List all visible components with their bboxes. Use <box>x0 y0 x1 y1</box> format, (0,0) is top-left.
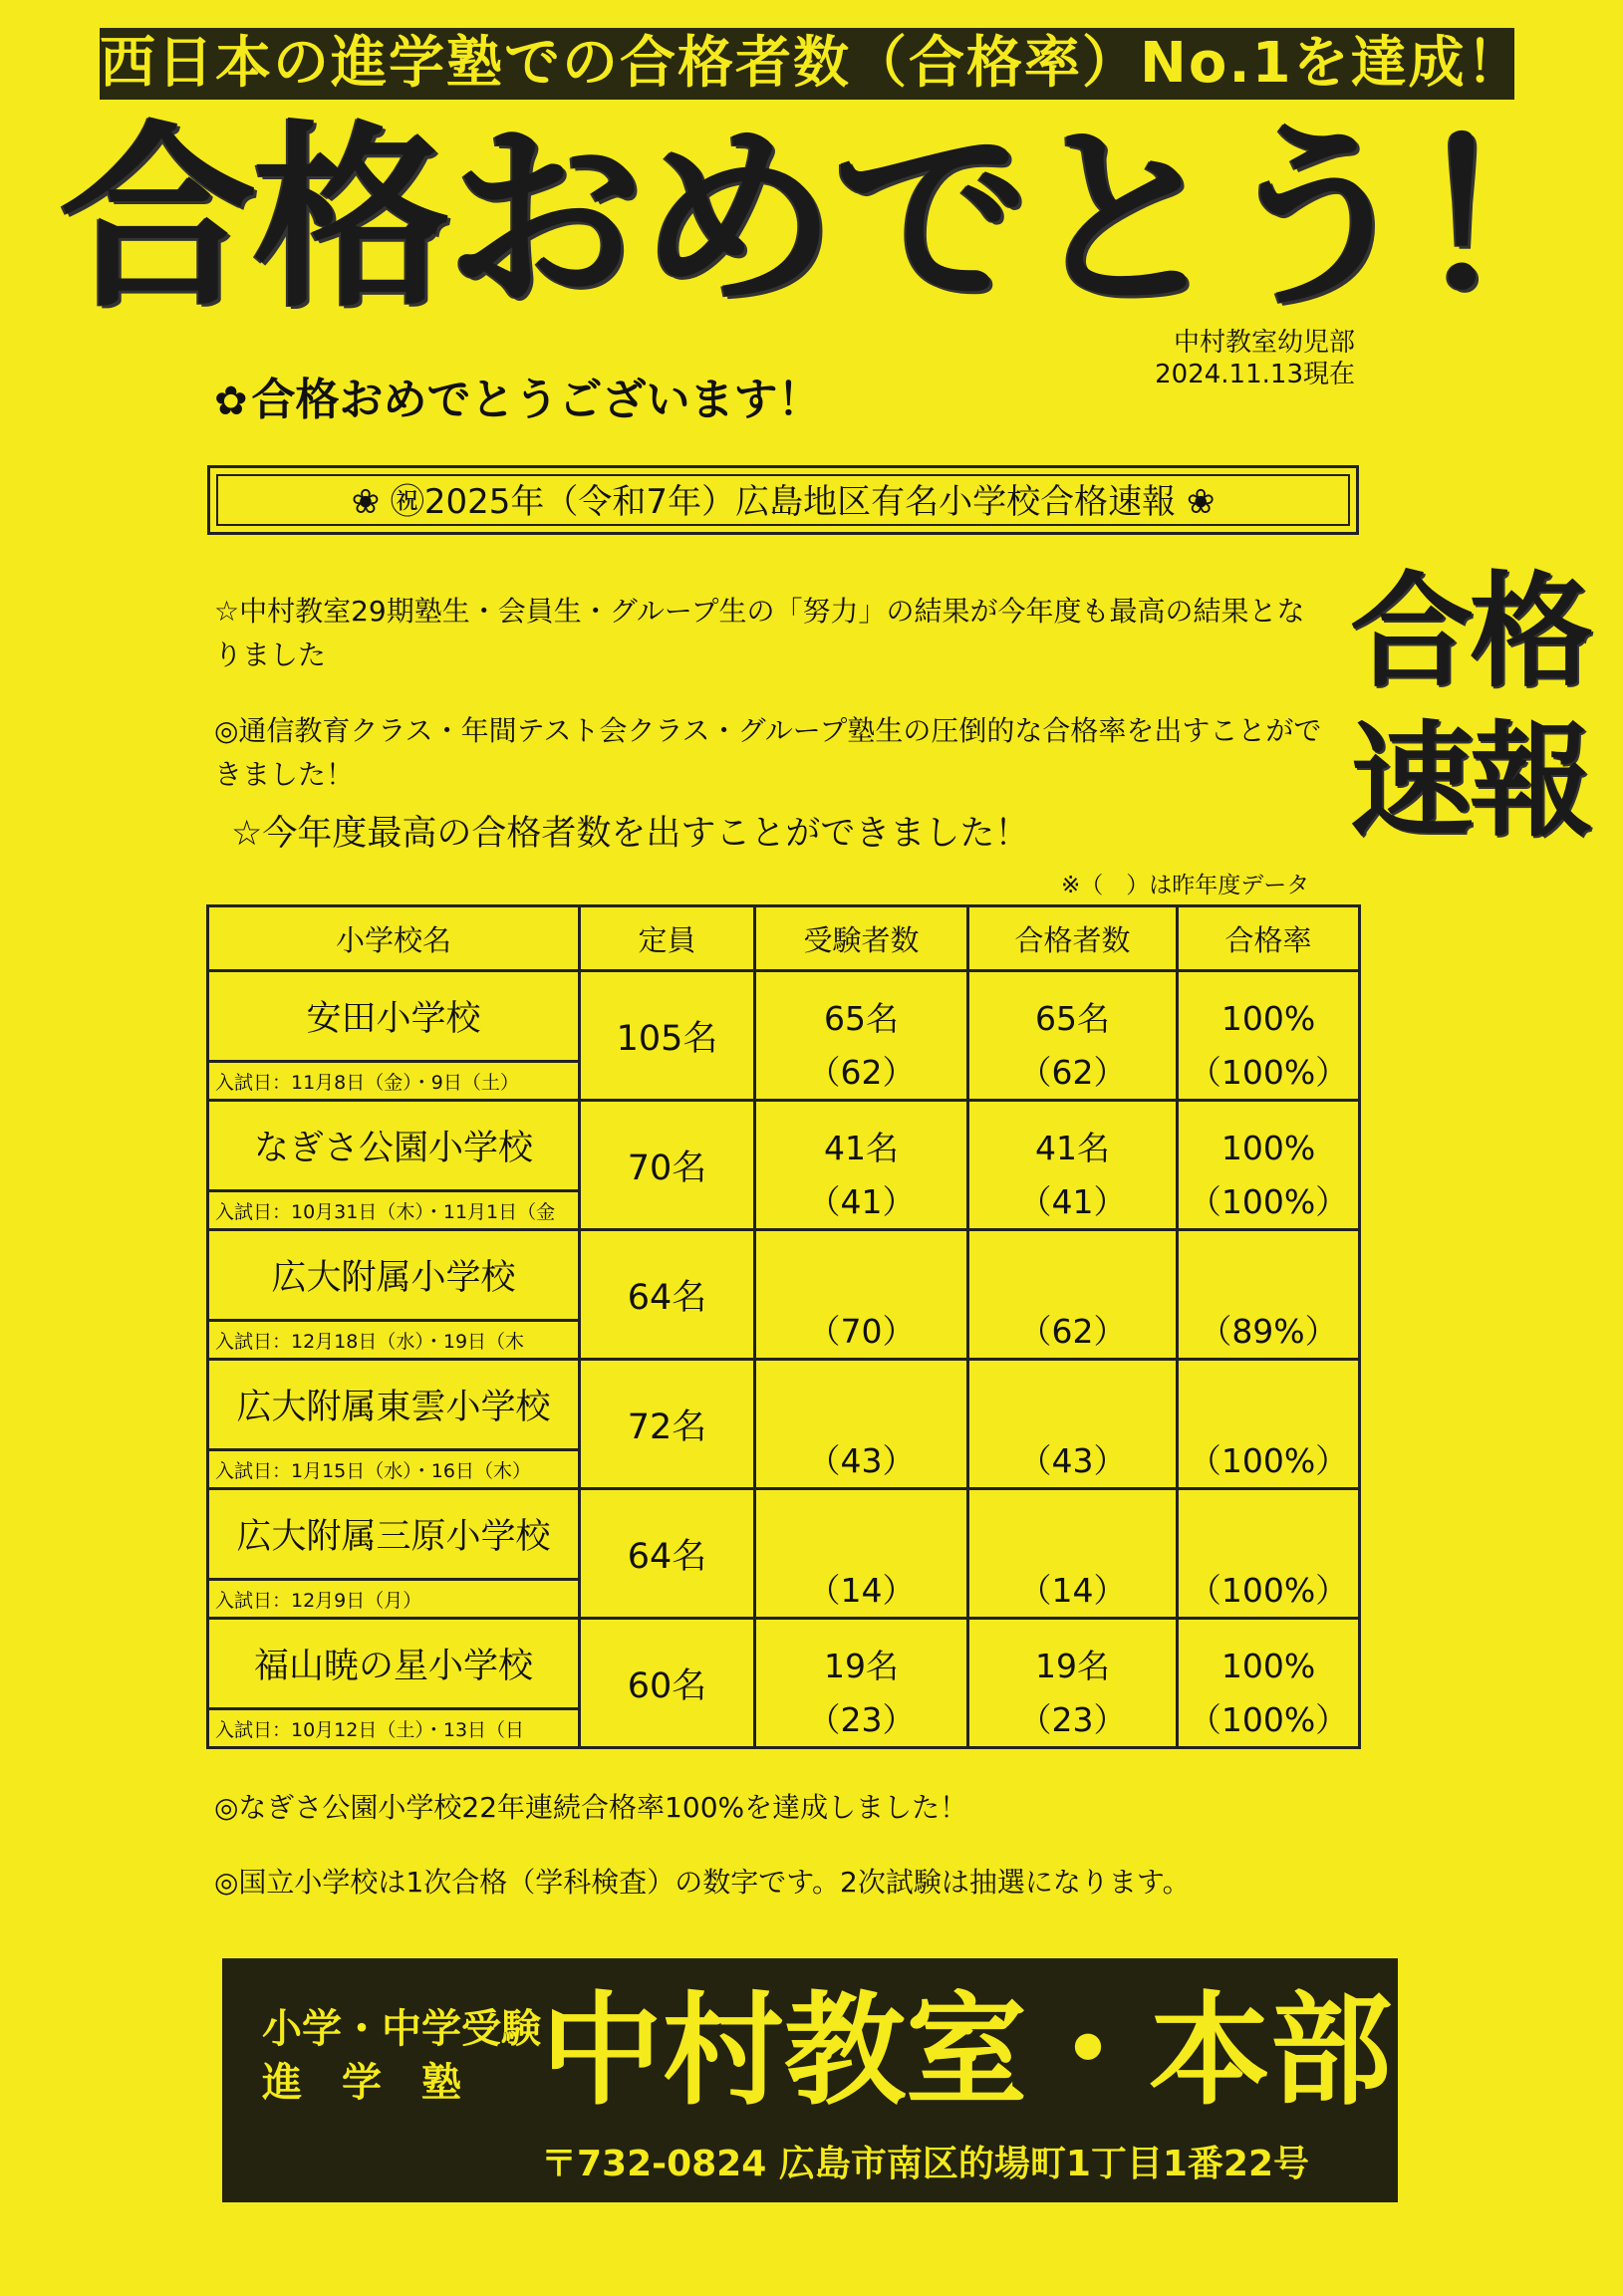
passed-cell <box>968 1230 1178 1360</box>
rate-cell-current: 100% <box>1220 999 1316 1038</box>
passed-cell <box>968 1489 1178 1619</box>
rate-cell-current <box>1179 1378 1358 1437</box>
header-rate: 合格率 <box>1178 906 1360 971</box>
passed-cell-current <box>969 1507 1176 1567</box>
applicants-cell <box>755 1360 968 1489</box>
bulletin-title-box <box>207 465 1359 535</box>
subheadline <box>214 364 822 427</box>
table-row <box>208 971 1360 1062</box>
bulletin-title <box>216 474 1350 526</box>
passed-cell-previous: （14） <box>1018 1571 1127 1610</box>
applicants-cell-current: 65名 <box>824 999 899 1038</box>
passed-cell-previous: （43） <box>1018 1441 1127 1480</box>
table-body <box>208 971 1360 1748</box>
passed-cell <box>968 1619 1178 1748</box>
footer-banner <box>222 1958 1398 2202</box>
passed-cell-current: 65名 <box>1035 999 1110 1038</box>
top-banner: 西日本の進学塾での合格者数（合格率）No.1を達成！ <box>100 28 1514 100</box>
passed-cell-previous: （62） <box>1018 1053 1127 1092</box>
rate-cell <box>1178 971 1360 1101</box>
passed-cell <box>968 1101 1178 1230</box>
exam-date-cell: 入試日：12月18日（水）・19日（木 <box>208 1321 580 1360</box>
rate-cell-previous: （89%） <box>1199 1312 1338 1351</box>
applicants-cell-current <box>756 1378 966 1437</box>
applicants-cell <box>755 1230 968 1360</box>
capacity-cell: 64名 <box>580 1489 755 1619</box>
headline: 合格おめでとう！ <box>60 104 1606 334</box>
side-title-line1: 合格 <box>1350 561 1590 704</box>
subheadline-text: 合格おめでとうございます！ <box>251 375 822 425</box>
exam-date-cell: 入試日：1月15日（水）・16日（木） <box>208 1450 580 1489</box>
footnote-1: ◎なぎさ公園小学校22年連続合格率100%を達成しました！ <box>214 1791 968 1824</box>
applicants-cell-previous: （62） <box>807 1053 916 1092</box>
exam-date-cell: 入試日：10月12日（土）・13日（日 <box>208 1709 580 1748</box>
applicants-cell-current: 41名 <box>824 1129 899 1167</box>
applicants-cell-current: 19名 <box>824 1647 899 1685</box>
intro-paragraph-1: ☆中村教室29期塾生・会員生・グループ生の「努力」の結果が今年度も最高の結果となりました <box>214 595 1305 671</box>
passed-cell <box>968 971 1178 1101</box>
bulletin-title-text: ㊗2025年（令和7年）広島地区有名小学校合格速報 <box>390 482 1177 522</box>
rate-cell <box>1178 1230 1360 1360</box>
applicants-cell <box>755 1101 968 1230</box>
exam-date-cell: 入試日：12月9日（月） <box>208 1580 580 1619</box>
school-name-cell: 広大附属東雲小学校 <box>208 1360 580 1450</box>
passed-cell-current <box>969 1248 1176 1308</box>
school-name-cell: 広大附属小学校 <box>208 1230 580 1321</box>
rate-cell-previous: （100%） <box>1188 1182 1349 1221</box>
applicants-cell-previous: （43） <box>807 1441 916 1480</box>
exam-date-cell: 入試日：11月8日（金）・9日（土） <box>208 1062 580 1101</box>
rate-cell-previous: （100%） <box>1188 1571 1349 1610</box>
applicants-cell-current <box>756 1248 966 1308</box>
header-capacity: 定員 <box>580 906 755 971</box>
passed-cell <box>968 1360 1178 1489</box>
exam-date-cell: 入試日：10月31日（木）・11月1日（金 <box>208 1191 580 1230</box>
footer-label-line2: 進 学 塾 <box>262 2060 461 2106</box>
organization-info <box>1146 327 1355 390</box>
flower-icon: ✿ <box>214 379 248 424</box>
side-title-line2: 速報 <box>1350 710 1590 854</box>
rate-cell <box>1178 1101 1360 1230</box>
passed-cell-previous: （41） <box>1018 1182 1127 1221</box>
footer-label-line1: 小学・中学受験 <box>262 2006 541 2052</box>
intro-paragraph-3: ☆今年度最高の合格者数を出すことができました！ <box>231 814 1030 854</box>
rate-cell-current: 100% <box>1220 1647 1316 1685</box>
school-name: 中村教室・本部 <box>541 1980 1392 2122</box>
applicants-cell-previous: （41） <box>807 1182 916 1221</box>
table-row <box>208 1619 1360 1709</box>
rate-cell <box>1178 1619 1360 1748</box>
applicants-cell-previous: （14） <box>807 1571 916 1610</box>
capacity-cell: 70名 <box>580 1101 755 1230</box>
table-row <box>208 1360 1360 1450</box>
school-name-cell: なぎさ公園小学校 <box>208 1101 580 1191</box>
table-note: ※（ ）は昨年度データ <box>1061 873 1310 898</box>
rate-cell-previous: （100%） <box>1188 1053 1349 1092</box>
applicants-cell <box>755 1619 968 1748</box>
rate-cell-current: 100% <box>1220 1129 1316 1167</box>
applicants-cell <box>755 1489 968 1619</box>
passed-cell-previous: （62） <box>1018 1312 1127 1351</box>
header-applicants: 受験者数 <box>755 906 968 971</box>
ornament-left-icon: ❀ <box>351 482 381 522</box>
rate-cell <box>1178 1360 1360 1489</box>
applicants-cell-previous: （23） <box>807 1700 916 1739</box>
rate-cell-previous: （100%） <box>1188 1700 1349 1739</box>
school-name-cell: 福山暁の星小学校 <box>208 1619 580 1709</box>
header-school: 小学校名 <box>208 906 580 971</box>
capacity-cell: 64名 <box>580 1230 755 1360</box>
results-table <box>206 904 1361 1749</box>
org-name: 中村教室幼児部 <box>1173 328 1355 358</box>
applicants-cell-previous: （70） <box>807 1312 916 1351</box>
footnote-2: ◎国立小学校は1次合格（学科検査）の数字です。2次試験は抽選になります。 <box>214 1866 1191 1899</box>
capacity-cell: 60名 <box>580 1619 755 1748</box>
applicants-cell <box>755 971 968 1101</box>
table-row <box>208 1230 1360 1321</box>
rate-cell <box>1178 1489 1360 1619</box>
school-address: 〒732-0824 広島市南区的場町1丁目1番22号 <box>541 2144 1310 2184</box>
rate-cell-current <box>1179 1248 1358 1308</box>
capacity-cell: 105名 <box>580 971 755 1101</box>
table-row <box>208 1489 1360 1580</box>
passed-cell-current: 19名 <box>1035 1647 1110 1685</box>
rate-cell-previous: （100%） <box>1188 1441 1349 1480</box>
passed-cell-current <box>969 1378 1176 1437</box>
table-header-row <box>208 906 1360 971</box>
side-title <box>1350 558 1619 857</box>
applicants-cell-current <box>756 1507 966 1567</box>
table-row <box>208 1101 1360 1191</box>
header-passed: 合格者数 <box>968 906 1178 971</box>
school-name-cell: 安田小学校 <box>208 971 580 1062</box>
school-name-cell: 広大附属三原小学校 <box>208 1489 580 1580</box>
footer-label <box>262 2002 541 2110</box>
rate-cell-current <box>1179 1507 1358 1567</box>
passed-cell-previous: （23） <box>1018 1700 1127 1739</box>
passed-cell-current: 41名 <box>1035 1129 1110 1167</box>
intro-paragraph-2: ◎通信教育クラス・年間テスト会クラス・グループ塾生の圧倒的な合格率を出すことができました！ <box>214 714 1322 791</box>
capacity-cell: 72名 <box>580 1360 755 1489</box>
as-of-date: 2024.11.13現在 <box>1155 360 1355 389</box>
ornament-right-icon: ❀ <box>1186 482 1216 522</box>
